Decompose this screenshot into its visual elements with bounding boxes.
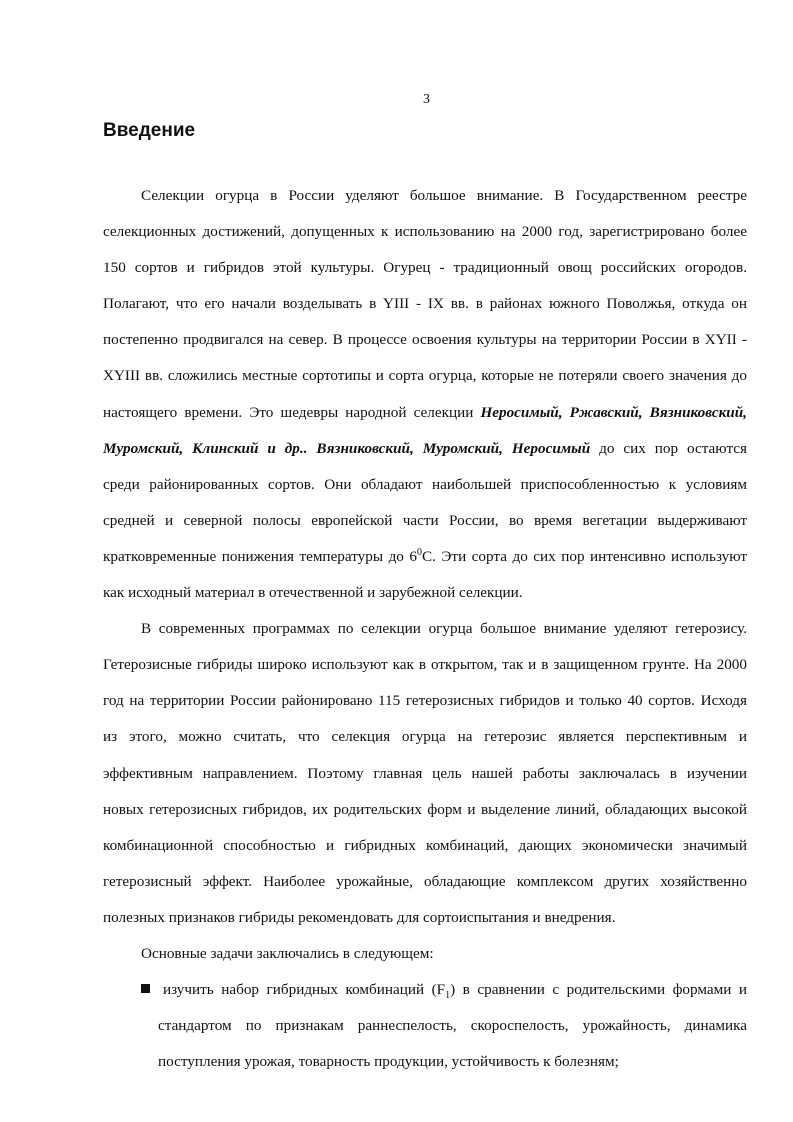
paragraph-1-line-7: [103, 395, 747, 431]
paragraph-1-line-1: Селекции огурца в России уделяют большое внимание. В Государственном реестре: [141, 187, 747, 204]
paragraph-1-line-4: Полагают, что его начали возделывать в YIII - IX вв. в районах южного Поволжья, откуда он: [103, 295, 747, 313]
paragraph-2-line-1: В современных программах по селекции огурца большое внимание уделяют гетерозису.: [141, 620, 747, 638]
body-text: [103, 178, 747, 1080]
paragraph-1-line-9: среди районированных сортов. Они обладают наибольшей приспособленностью к условиям: [103, 475, 747, 493]
paragraph-1-line-8: [103, 431, 747, 467]
text-run: С. Эти сорта до сих пор интенсивно используют: [421, 547, 747, 565]
paragraph-2-line-2: Гетерозисные гибриды широко используют как в открытом, так и в защищенном грунте. На 2000: [103, 656, 747, 674]
paragraph-2-line-8: гетерозисный эффект. Наиболее урожайные, обладающие комплексом других хозяйственно: [103, 872, 747, 890]
paragraph-2-line-4: из этого, можно считать, что селекция огурца на гетерозис является перспективным и: [103, 728, 747, 746]
page-number: 3: [423, 92, 430, 107]
square-bullet-icon: [141, 984, 150, 993]
paragraph-1-line-6: XYIII вв. сложились местные сортотипы и сорта огурца, которые не потеряли своего значения до: [103, 367, 747, 385]
degree-superscript: 0: [416, 546, 422, 558]
paragraph-1-line-10: средней и северной полосы европейской части России, во время вегетации выдерживают: [103, 511, 747, 529]
section-heading: Введение: [103, 120, 196, 141]
bullet-item-line-1: [103, 972, 747, 1008]
text-run: кратковременные понижения температуры до 6: [103, 547, 417, 565]
paragraph-1-line-2: селекционных достижений, допущенных к использованию на 2000 год, зарегистрировано более: [103, 223, 747, 241]
paragraph-3-line-1: Основные задачи заключались в следующем:: [141, 944, 434, 962]
variety-names: Неросимый, Ржавский, Вязниковский,: [480, 403, 747, 421]
paragraph-1-line-12: как исходный материал в отечественной и зарубежной селекции.: [103, 584, 523, 602]
text-run: настоящего времени. Это шедевры народной селекции: [103, 403, 481, 421]
paragraph-2-line-6: новых гетерозисных гибридов, их родительских форм и выделение линий, обладающих высокой: [103, 800, 747, 818]
paragraph-2-line-7: комбинационной способностью и гибридных комбинаций, дающих экономически значимый: [103, 836, 747, 854]
bullet-item-line-2: стандартом по признакам раннеспелость, скороспелость, урожайность, динамика: [158, 1017, 747, 1035]
bullet-item-line-3: поступления урожая, товарность продукции, устойчивость к болезням;: [158, 1053, 619, 1071]
paragraph-2-line-9: полезных признаков гибриды рекомендовать для сортоиспытания и внедрения.: [103, 908, 616, 926]
text-run: ) в сравнении с родительскими формами и: [450, 981, 747, 999]
text-run: до сих пор остаются: [590, 439, 747, 457]
f1-subscript: 1: [445, 990, 451, 1002]
paragraph-1-line-5: постепенно продвигался на север. В процессе освоения культуры на территории России в XYII -: [103, 331, 747, 349]
paragraph-2-line-3: год на территории России районировано 115 гетерозисных гибридов и только 40 сортов. Исходя: [103, 692, 747, 710]
variety-names: Муромский, Клинский и др.. Вязниковский, Муромский, Неросимый: [103, 439, 591, 457]
paragraph-1-line-11: [103, 539, 747, 575]
text-run: изучить набор гибридных комбинаций (F: [163, 981, 446, 999]
paragraph-1-line-3: 150 сортов и гибридов этой культуры. Огурец - традиционный овощ российских огородов.: [103, 259, 747, 277]
paragraph-2-line-5: эффективным направлением. Поэтому главная цель нашей работы заключалась в изучении: [103, 764, 747, 782]
